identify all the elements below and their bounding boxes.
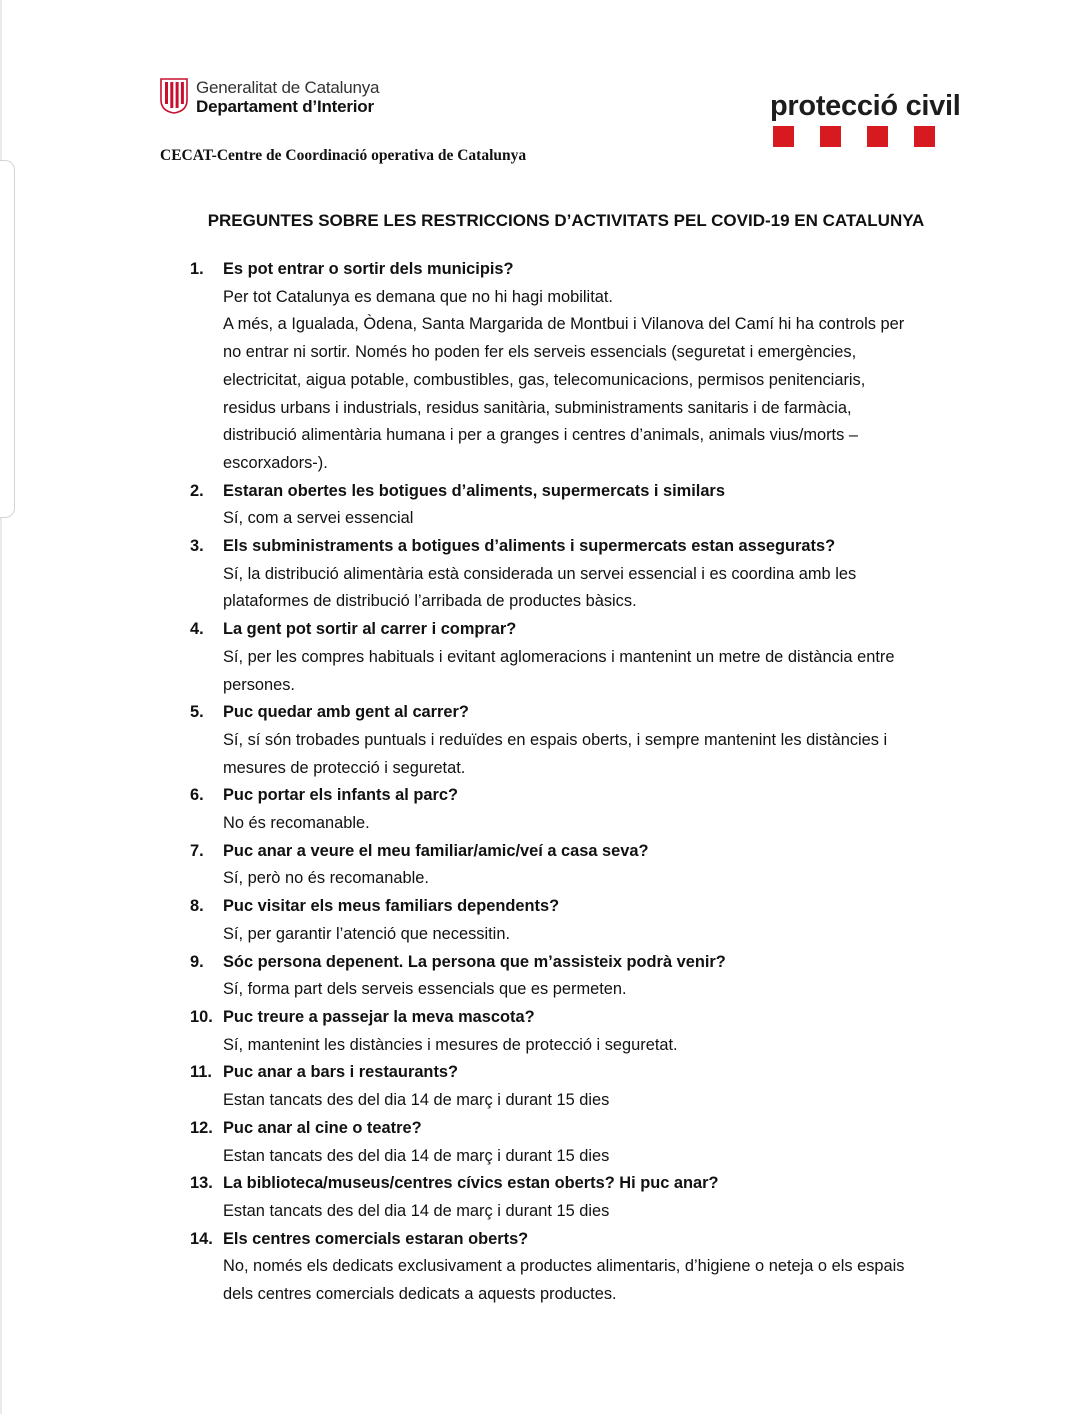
- qa-item: [190, 1059, 990, 1114]
- question-text: La gent pot sortir al carrer i comprar?: [223, 620, 517, 639]
- qa-item: [190, 616, 990, 699]
- answer-line: Sí, forma part dels serveis essencials que es permeten.: [223, 980, 627, 999]
- answer-line: escorxadors-).: [223, 453, 328, 472]
- question-text: Sóc persona depenent. La persona que m’assisteix podrà venir?: [223, 952, 726, 971]
- answer-line: Estan tancats des del dia 14 de març i durant 15 dies: [223, 1146, 610, 1165]
- answer-line: A més, a Igualada, Òdena, Santa Margarida de Montbui i Vilanova del Camí hi ha controls per: [223, 315, 905, 334]
- question-number: 1.: [190, 260, 204, 278]
- org-name: Generalitat de Catalunya: [196, 78, 380, 97]
- qa-item: [190, 1115, 990, 1170]
- question-text: Es pot entrar o sortir dels municipis?: [223, 260, 514, 278]
- question-text: Puc treure a passejar la meva mascota?: [223, 1007, 535, 1026]
- question-number: 11.: [190, 1063, 212, 1082]
- answer-line: electricitat, aigua potable, combustibles, gas, telecomunicacions, permisos penitenciaris,: [223, 370, 866, 389]
- qa-item: [190, 893, 990, 948]
- question-number: 14.: [190, 1229, 213, 1248]
- answer-line: Sí, sí són trobades puntuals i reduïdes en espais oberts, i sempre mantenint les distàncies i: [223, 730, 888, 749]
- red-square-icon: [867, 126, 888, 147]
- question-text: Els centres comercials estaran oberts?: [223, 1229, 529, 1248]
- qa-item: [190, 256, 990, 478]
- question-number: 7.: [190, 841, 204, 860]
- answer-line: Sí, la distribució alimentària està considerada un servei essencial i es coordina amb les: [223, 564, 857, 583]
- answer-line: Sí, però no és recomanable.: [223, 869, 429, 888]
- answer-line: Sí, com a servei essencial: [223, 509, 414, 528]
- answer-line: Estan tancats des del dia 14 de març i durant 15 dies: [223, 1201, 610, 1220]
- catalan-shield-icon: [160, 78, 188, 114]
- question-text: Puc quedar amb gent al carrer?: [223, 703, 469, 722]
- qa-item: [190, 949, 990, 1004]
- question-number: 10.: [190, 1007, 213, 1026]
- cecat-heading: CECAT-Centre de Coordinació operativa de Catalunya: [160, 147, 527, 164]
- question-number: 12.: [190, 1118, 213, 1137]
- answer-line: no entrar ni sortir. Només ho poden fer els serveis essencials (seguretat i emergències,: [223, 343, 857, 362]
- answer-line: dels centres comercials dedicats a aquests productes.: [223, 1285, 617, 1304]
- answer-line: distribució alimentària humana i per a granges i centres d’animals, animals vius/morts –: [223, 426, 858, 445]
- qa-item: [190, 782, 990, 837]
- question-number: 13.: [190, 1174, 213, 1193]
- qa-list: [190, 256, 990, 1309]
- question-number: 2.: [190, 481, 204, 500]
- question-number: 3.: [190, 537, 204, 556]
- question-text: Puc anar a bars i restaurants?: [223, 1063, 459, 1082]
- answer-line: Per tot Catalunya es demana que no hi hagi mobilitat.: [223, 287, 613, 306]
- question-number: 6.: [190, 786, 204, 805]
- qa-item: [190, 478, 990, 533]
- answer-line: Sí, per les compres habituals i evitant aglomeracions i mantenint un metre de distància entre: [223, 647, 895, 666]
- qa-item: [190, 533, 990, 616]
- question-text: La biblioteca/museus/centres cívics estan oberts? Hi puc anar?: [223, 1174, 719, 1193]
- brand-name: protecció civil: [770, 90, 961, 122]
- answer-line: No és recomanable.: [223, 814, 370, 833]
- question-text: Els subministraments a botigues d’aliments i supermercats estan assegurats?: [223, 537, 836, 556]
- question-text: Puc anar al cine o teatre?: [223, 1118, 422, 1137]
- qa-item: [190, 1004, 990, 1059]
- question-text: Puc visitar els meus familiars dependents?: [223, 897, 560, 916]
- question-number: 9.: [190, 952, 204, 971]
- red-square-icon: [773, 126, 794, 147]
- answer-line: No, només els dedicats exclusivament a productes alimentaris, d’higiene o neteja o els espais: [223, 1257, 905, 1276]
- proteccio-civil-logo: [770, 90, 961, 147]
- qa-item: [190, 838, 990, 893]
- answer-line: persones.: [223, 675, 295, 694]
- answer-line: Sí, per garantir l’atenció que necessitin.: [223, 924, 510, 943]
- question-text: Puc portar els infants al parc?: [223, 786, 458, 805]
- question-number: 4.: [190, 620, 204, 639]
- answer-line: plataformes de distribució l’arribada de productes bàsics.: [223, 592, 637, 611]
- question-number: 8.: [190, 897, 204, 916]
- brand-squares: [773, 126, 961, 147]
- answer-line: Sí, mantenint les distàncies i mesures de protecció i seguretat.: [223, 1035, 678, 1054]
- qa-item: [190, 1170, 990, 1225]
- qa-item: [190, 1226, 990, 1309]
- answer-line: residus urbans i industrials, residus sanitària, subministraments sanitaris i de farmàcia,: [223, 398, 852, 417]
- question-number: 5.: [190, 703, 204, 722]
- qa-item: [190, 699, 990, 782]
- question-text: Puc anar a veure el meu familiar/amic/veí a casa seva?: [223, 841, 649, 860]
- department-name: Departament d’Interior: [196, 97, 374, 116]
- question-text: Estaran obertes les botigues d’aliments, supermercats i similars: [223, 481, 725, 500]
- generalitat-logo: [160, 78, 379, 116]
- answer-line: mesures de protecció i seguretat.: [223, 758, 466, 777]
- red-square-icon: [914, 126, 935, 147]
- page-title: PREGUNTES SOBRE LES RESTRICCIONS D’ACTIVITATS PEL COVID-19 EN CATALUNYA: [207, 211, 925, 230]
- answer-line: Estan tancats des del dia 14 de març i durant 15 dies: [223, 1091, 610, 1110]
- red-square-icon: [820, 126, 841, 147]
